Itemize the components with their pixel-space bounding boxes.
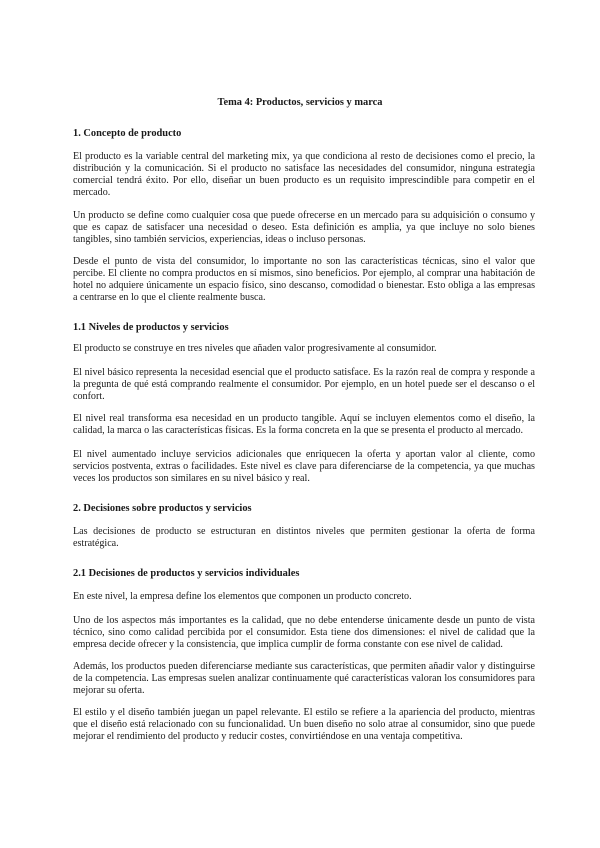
paragraph: En este nivel, la empresa define los elementos que componen un producto concreto. (73, 591, 412, 602)
section-heading: 2.1 Decisiones de productos y servicios individuales (73, 568, 300, 579)
paragraph: El estilo y el diseño también juegan un papel relevante. El estilo se refiere a la apariencia del producto, mientras que el diseño está relacionado con su funcionalidad. Un buen diseño no solo atrae al consumidor, sino que puede mejorar el rendimiento del producto y reducir costes, convirtiéndose en una ventaja competitiva. (73, 707, 535, 742)
paragraph: Un producto se define como cualquier cosa que puede ofrecerse en un mercado para su adquisición o consumo y que es capaz de satisfacer una necesidad o deseo. Esta definición es amplia, ya que incluye no solo bienes tangibles, sino también servicios, experiencias, ideas o incluso personas. (73, 210, 535, 245)
paragraph: El nivel básico representa la necesidad esencial que el producto satisface. Es la razón real de compra y responde a la pregunta de qué está comprando realmente el consumidor. Por ejemplo, en un hotel puede ser el descanso o el confort. (73, 367, 535, 402)
section-heading: 1.1 Niveles de productos y servicios (73, 322, 229, 333)
paragraph: Las decisiones de producto se estructuran en distintos niveles que permiten gestionar la oferta de forma estratégica. (73, 526, 535, 549)
section-heading: 1. Concepto de producto (73, 128, 182, 139)
paragraph: Desde el punto de vista del consumidor, lo importante no son las características técnicas, sino el valor que percibe. El cliente no compra productos en sí mismos, sino beneficios. Por ejemplo, al comprar una habitación de hotel no adquiere únicamente un espacio físico, sino descanso, comodidad o bienestar. Esto obliga a las empresas a centrarse en lo que el cliente realmente busca. (73, 256, 535, 303)
paragraph: El nivel real transforma esa necesidad en un producto tangible. Aquí se incluyen elementos como el diseño, la calidad, la marca o las características físicas. Es la forma concreta en la que se presenta el producto al mercado. (73, 413, 535, 436)
document-title: Tema 4: Productos, servicios y marca (217, 97, 383, 108)
paragraph: Uno de los aspectos más importantes es la calidad, que no debe entenderse únicamente desde un punto de vista técnico, sino como calidad percibida por el consumidor. Esta tiene dos dimensiones: el nivel de calidad que la empresa decide ofrecer y la consistencia, que implica cumplir de forma constante con ese nivel de calidad. (73, 615, 535, 650)
paragraph: El producto se construye en tres niveles que añaden valor progresivamente al consumidor. (73, 343, 437, 354)
section-heading: 2. Decisiones sobre productos y servicios (73, 503, 252, 514)
paragraph: El nivel aumentado incluye servicios adicionales que enriquecen la oferta y aportan valor al cliente, como servicios postventa, extras o facilidades. Este nivel es clave para diferenciarse de la competencia, ya que muchas veces los productos son similares en su nivel básico y real. (73, 449, 535, 484)
paragraph: Además, los productos pueden diferenciarse mediante sus características, que permiten añadir valor y distinguirse de la competencia. Las empresas suelen analizar continuamente qué características valoran los consumidores para mejorar su oferta. (73, 661, 535, 696)
paragraph: El producto es la variable central del marketing mix, ya que condiciona al resto de decisiones como el precio, la distribución y la comunicación. Si el producto no satisface las necesidades del consumidor, ninguna estrategia comercial tendrá éxito. Por ello, diseñar un buen producto es un requisito imprescindible para competir en el mercado. (73, 151, 535, 198)
